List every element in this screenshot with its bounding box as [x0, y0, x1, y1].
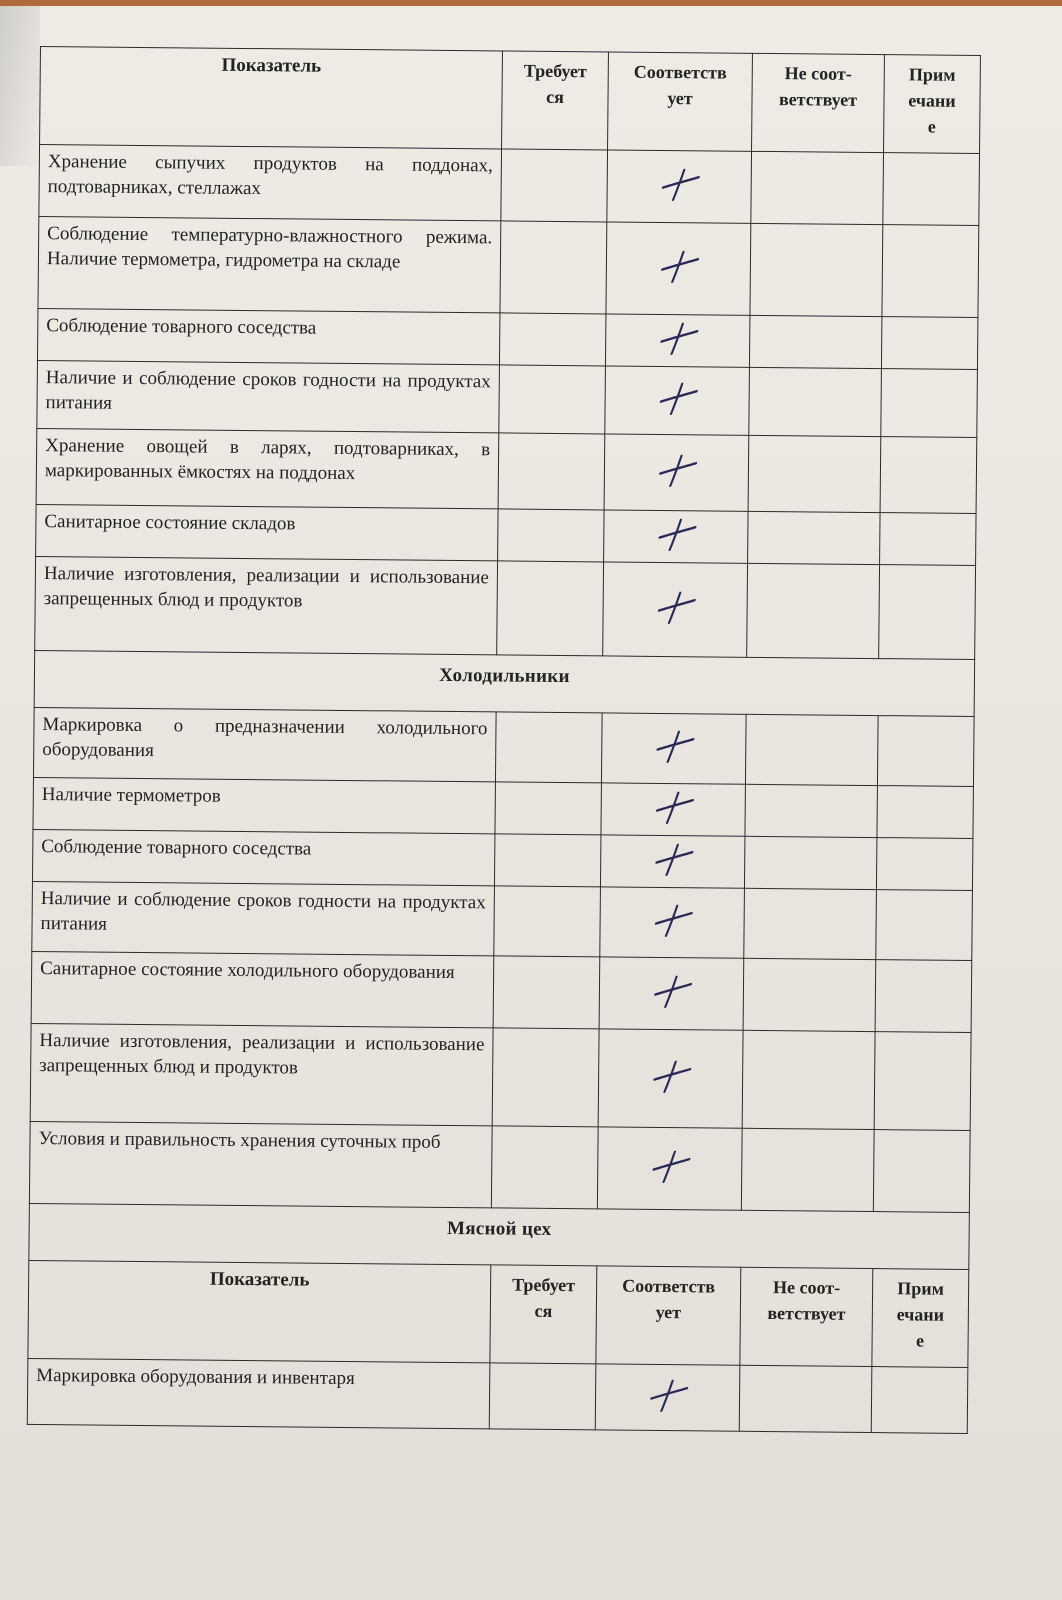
- indicator-cell: Соблюдение товарного соседства: [37, 308, 499, 364]
- header-non-compliant-line: ветствует: [767, 1303, 846, 1324]
- header-required-line: ся: [546, 86, 564, 108]
- note-cell[interactable]: [880, 437, 977, 514]
- handwritten-plus-check-icon: [648, 898, 697, 943]
- header-indicator: Показатель: [28, 1260, 491, 1362]
- paper-sheet: [0, 6, 1062, 1600]
- required-cell[interactable]: [492, 1028, 599, 1127]
- meat-shop-header-row: [28, 1260, 969, 1367]
- table-row: [31, 951, 972, 1032]
- header-note: [884, 55, 981, 154]
- table-row: [29, 1121, 970, 1212]
- non-compliant-cell[interactable]: [744, 888, 877, 959]
- required-cell[interactable]: [494, 834, 600, 887]
- non-compliant-cell[interactable]: [744, 836, 876, 889]
- compliant-cell[interactable]: [601, 783, 745, 836]
- header-non-compliant: [752, 53, 885, 152]
- top-header-row: [40, 47, 981, 154]
- header-compliant: [608, 52, 753, 151]
- indicator-cell: Наличие термометров: [33, 777, 495, 833]
- folded-page-shadow: [0, 6, 40, 166]
- section-title: Холодильники: [34, 650, 975, 716]
- note-cell[interactable]: [883, 153, 980, 226]
- header-indicator: Показатель: [40, 47, 503, 149]
- handwritten-plus-check-icon: [643, 1373, 692, 1418]
- indicator-cell: Санитарное состояние холодильного оборудования: [31, 951, 494, 1027]
- table-row: [33, 777, 973, 838]
- note-cell[interactable]: [877, 786, 973, 839]
- non-compliant-cell[interactable]: [749, 367, 882, 436]
- section-title: Мясной цех: [29, 1203, 970, 1269]
- required-cell[interactable]: [498, 509, 604, 562]
- indicator-cell: Наличие изготовления, реализации и использование запрещенных блюд и продуктов: [30, 1023, 493, 1125]
- header-note-line: ечани: [908, 90, 956, 111]
- header-note-line: ечани: [896, 1304, 945, 1325]
- table-row: [27, 1358, 968, 1433]
- handwritten-plus-check-icon: [649, 785, 698, 830]
- header-note-line: е: [927, 116, 936, 137]
- note-cell[interactable]: [875, 960, 972, 1033]
- indicator-cell: Наличие изготовления, реализации и использование запрещенных блюд и продуктов: [35, 556, 498, 654]
- required-cell[interactable]: [498, 433, 605, 510]
- required-cell[interactable]: [493, 956, 600, 1029]
- compliant-cell[interactable]: [600, 887, 745, 958]
- indicator-cell: Хранение овощей в ларях, подтоварниках, в маркированных ёмкостях на поддонах: [36, 428, 499, 508]
- handwritten-plus-check-icon: [645, 1144, 694, 1189]
- table-row: [35, 556, 976, 659]
- required-cell[interactable]: [495, 712, 602, 783]
- required-cell[interactable]: [497, 561, 604, 656]
- indicator-cell: Хранение сыпучих продуктов на поддонах, подтоварниках, стеллажах: [39, 145, 502, 221]
- header-required-line: ся: [534, 1300, 553, 1321]
- indicator-cell: Маркировка оборудования и инвентаря: [27, 1358, 490, 1428]
- header-non-compliant: [740, 1267, 873, 1366]
- required-cell[interactable]: [499, 365, 606, 434]
- non-compliant-cell[interactable]: [751, 151, 884, 224]
- handwritten-plus-check-icon: [653, 376, 702, 421]
- required-cell[interactable]: [499, 313, 605, 366]
- header-compliant-line: ует: [667, 88, 693, 109]
- handwritten-plus-check-icon: [647, 969, 696, 1014]
- checklist-table-wrapper: [27, 46, 980, 1434]
- table-row: [38, 216, 979, 317]
- non-compliant-cell[interactable]: [749, 315, 881, 368]
- note-cell[interactable]: [876, 890, 973, 961]
- note-cell[interactable]: [873, 1130, 970, 1213]
- table-row: [39, 145, 980, 226]
- compliant-cell[interactable]: [595, 1364, 740, 1431]
- required-cell[interactable]: [500, 221, 607, 314]
- table-row: [36, 504, 976, 565]
- handwritten-plus-check-icon: [651, 585, 700, 630]
- compliant-cell[interactable]: [605, 366, 750, 435]
- header-required: [502, 51, 609, 150]
- handwritten-plus-check-icon: [655, 162, 704, 207]
- note-cell[interactable]: [879, 565, 976, 660]
- handwritten-plus-check-icon: [648, 837, 697, 882]
- compliant-cell[interactable]: [599, 957, 744, 1030]
- non-compliant-cell[interactable]: [739, 1365, 872, 1432]
- section-title-row: [34, 650, 975, 716]
- indicator-cell: Соблюдение товарного соседства: [32, 829, 494, 885]
- non-compliant-cell[interactable]: [748, 435, 881, 512]
- header-required: [490, 1265, 597, 1364]
- non-compliant-cell[interactable]: [741, 1128, 874, 1211]
- indicator-cell: Наличие и соблюдение сроков годности на продуктах питания: [32, 881, 495, 955]
- indicator-cell: Условия и правильность хранения суточных проб: [29, 1121, 492, 1207]
- header-note: [872, 1269, 969, 1368]
- non-compliant-cell[interactable]: [745, 784, 877, 837]
- table-row: [32, 829, 972, 890]
- non-compliant-cell[interactable]: [742, 1030, 875, 1129]
- note-cell[interactable]: [877, 716, 974, 787]
- header-required-line: Требует: [523, 60, 587, 82]
- compliant-cell[interactable]: [603, 562, 748, 657]
- header-required-line: Требует: [512, 1274, 576, 1296]
- indicator-cell: Соблюдение температурно-влажностного режима. Наличие термометра, гидрометра на складе: [38, 216, 501, 312]
- handwritten-plus-check-icon: [653, 316, 702, 361]
- note-cell[interactable]: [871, 1367, 968, 1434]
- non-compliant-cell[interactable]: [750, 223, 883, 316]
- note-cell[interactable]: [876, 838, 972, 891]
- non-compliant-cell[interactable]: [747, 563, 880, 658]
- required-cell[interactable]: [491, 1126, 598, 1209]
- note-cell[interactable]: [882, 225, 979, 318]
- header-compliant-line: Соответств: [633, 61, 727, 83]
- indicator-cell: Санитарное состояние складов: [36, 504, 498, 560]
- compliant-cell[interactable]: [600, 835, 744, 888]
- compliant-cell[interactable]: [607, 150, 752, 223]
- note-cell[interactable]: [880, 513, 976, 566]
- required-cell[interactable]: [494, 886, 601, 957]
- compliant-cell[interactable]: [604, 510, 748, 563]
- compliant-cell[interactable]: [598, 1029, 743, 1128]
- compliant-cell[interactable]: [604, 434, 749, 511]
- table-row: [37, 360, 978, 437]
- handwritten-plus-check-icon: [652, 448, 701, 493]
- non-compliant-cell[interactable]: [748, 511, 880, 564]
- note-cell[interactable]: [874, 1032, 971, 1131]
- compliant-cell[interactable]: [597, 1127, 742, 1210]
- header-note-line: Прим: [908, 64, 956, 85]
- non-compliant-cell[interactable]: [743, 958, 876, 1031]
- non-compliant-cell[interactable]: [745, 714, 878, 785]
- header-note-line: Прим: [897, 1278, 945, 1299]
- note-cell[interactable]: [881, 369, 978, 438]
- handwritten-plus-check-icon: [654, 244, 703, 289]
- header-compliant-line: Соответств: [622, 1275, 716, 1297]
- compliant-cell[interactable]: [601, 713, 746, 784]
- handwritten-plus-check-icon: [651, 512, 700, 557]
- note-cell[interactable]: [881, 317, 977, 370]
- indicator-cell: Маркировка о предназначении холодильного оборудования: [33, 707, 496, 781]
- table-row: [30, 1023, 971, 1130]
- table-row: [32, 881, 973, 960]
- handwritten-plus-check-icon: [646, 1054, 695, 1099]
- indicator-cell: Наличие и соблюдение сроков годности на продуктах питания: [37, 360, 500, 432]
- compliant-cell[interactable]: [605, 314, 749, 367]
- table-row: [36, 428, 977, 513]
- handwritten-plus-check-icon: [649, 724, 698, 769]
- required-cell[interactable]: [501, 149, 608, 222]
- header-non-compliant-line: Не соот-: [772, 1277, 841, 1298]
- required-cell[interactable]: [495, 782, 601, 835]
- header-compliant-line: ует: [655, 1301, 682, 1323]
- header-non-compliant-line: Не соот-: [784, 63, 852, 84]
- table-row: [33, 707, 974, 786]
- checklist-table: [27, 46, 981, 1434]
- section-title-row: [29, 1203, 970, 1269]
- table-row: [37, 308, 977, 369]
- header-note-line: е: [916, 1330, 925, 1351]
- header-compliant: [596, 1266, 741, 1365]
- required-cell[interactable]: [489, 1363, 596, 1430]
- header-non-compliant-line: ветствует: [778, 89, 858, 110]
- compliant-cell[interactable]: [606, 222, 751, 315]
